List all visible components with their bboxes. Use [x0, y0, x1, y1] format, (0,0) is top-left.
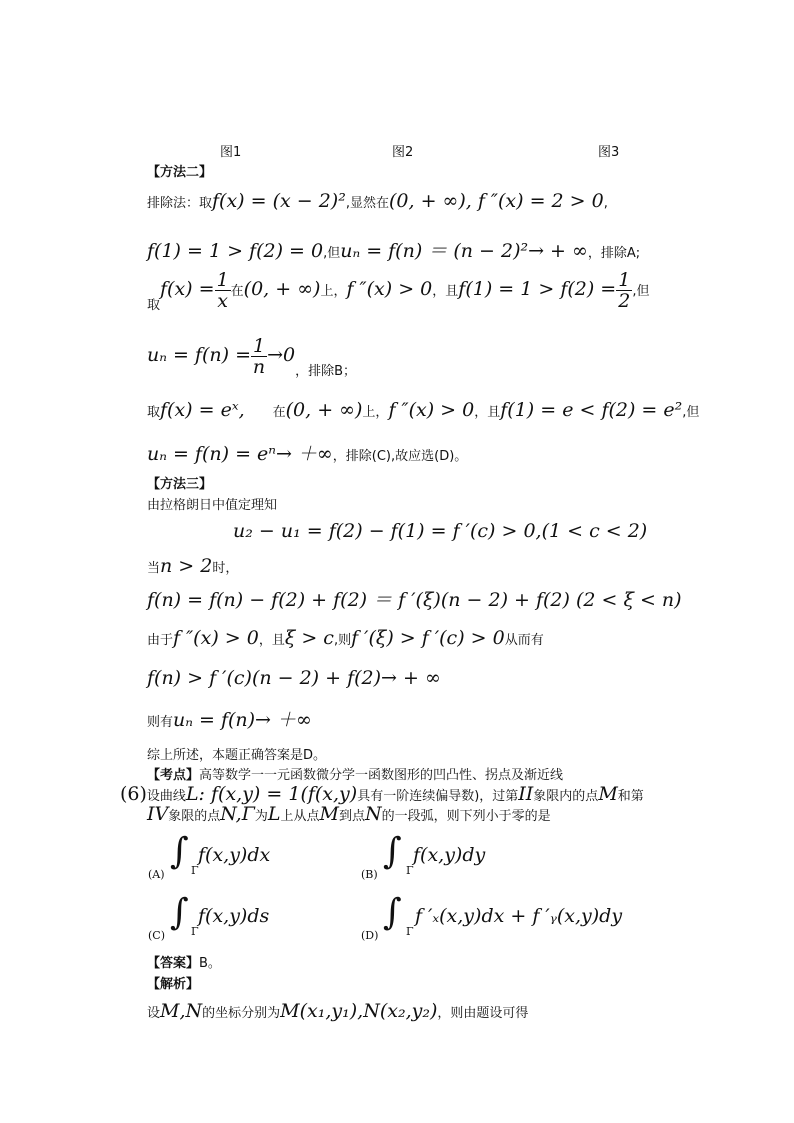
question-number: (6): [120, 783, 147, 805]
method3-equation-1: u₂ − u₁ = f(2) − f(1) = f ′(c) > 0,(1 < c < 2): [233, 520, 648, 542]
answer: [147, 952, 221, 971]
method3-line6: [147, 705, 312, 732]
method2-line1: [147, 190, 608, 212]
gamma-subscript: Γ: [406, 864, 414, 877]
text: 为: [254, 809, 268, 824]
math: f ″(x) > 0: [173, 627, 259, 649]
math: IV: [147, 803, 169, 825]
answer-label: 【答案】: [147, 956, 200, 971]
text: ，且: [432, 284, 459, 299]
option-d-label: (D): [361, 929, 379, 942]
method3-line4: [147, 627, 544, 649]
method2-line3: [147, 270, 649, 313]
method2-heading: 【方法二】: [147, 165, 213, 180]
method3-intro: 由拉格朗日中值定理知: [147, 498, 278, 513]
denominator: n: [252, 356, 266, 378]
text: 到点: [339, 809, 366, 824]
text: ，排除(C),故应选(D)。: [332, 449, 468, 464]
method3-line2: [147, 555, 238, 577]
integral-sign: ∫: [170, 892, 189, 933]
math: f(x) = eˣ,: [160, 399, 245, 421]
gamma-subscript: Γ: [406, 925, 414, 938]
text: 排除法：取: [147, 196, 213, 211]
question-6-line2: [147, 803, 551, 825]
text: 上从点: [280, 809, 320, 824]
text: ,但: [682, 405, 700, 420]
math: f(x) = (x − 2)²: [212, 190, 346, 212]
text: 和第: [617, 789, 644, 804]
math: (f(x,y): [300, 783, 358, 805]
question-6-line1: [120, 783, 644, 805]
figure-1-caption: 图1: [220, 145, 242, 160]
math: f ′(ξ) > f ′(c) > 0: [351, 627, 505, 649]
figure-2-caption: 图2: [392, 145, 414, 160]
math: M: [598, 783, 618, 805]
math: L: [267, 803, 281, 825]
text: 在: [272, 405, 286, 420]
text: ，排除A;: [587, 246, 641, 261]
numerator: 1: [618, 269, 631, 291]
math: f ″(x) > 0: [346, 278, 433, 300]
option-b-label: (B): [361, 868, 378, 881]
math: M,N: [160, 1000, 203, 1022]
method2-line4: [147, 336, 356, 379]
text: 的坐标分别为: [202, 1006, 281, 1021]
math: Γ: [241, 803, 255, 825]
method2-line2: [147, 236, 640, 263]
fraction-1-over-n: [251, 336, 267, 377]
text: 上，: [320, 284, 347, 299]
text: 具有一阶连续偏导数)，过第: [357, 789, 519, 804]
text: 设: [147, 1006, 161, 1021]
figure-3-caption: 图3: [598, 145, 620, 160]
text: 时，: [212, 561, 239, 576]
gamma-subscript: Γ: [191, 864, 199, 877]
kaodian: [147, 764, 563, 783]
option-d-text: f ′ₓ(x,y)dx + f ′ᵧ(x,y)dy: [415, 905, 623, 927]
conclusion: 综上所述，本题正确答案是D。: [147, 748, 327, 763]
math: uₙ = f(n) = eⁿ→ ＋∞: [147, 443, 333, 465]
math: L: f(x,y) = 1: [185, 783, 301, 805]
method2-line6: [147, 439, 467, 466]
text: ,但: [323, 246, 341, 261]
math: II: [518, 783, 534, 805]
math: f ″(x) > 0: [388, 399, 475, 421]
denominator: x: [217, 290, 228, 312]
gamma-subscript: Γ: [191, 925, 199, 938]
math: N: [365, 803, 382, 825]
fraction-1-over-x: [215, 270, 231, 311]
text: 取: [147, 298, 161, 313]
numerator: 1: [216, 269, 229, 291]
text: 上，: [362, 405, 389, 420]
text: ,显然在: [345, 196, 389, 211]
text: 则有: [147, 715, 174, 730]
text: ,: [603, 196, 608, 211]
text: 设曲线: [146, 789, 186, 804]
text: 象限内的点: [533, 789, 599, 804]
text: ，排除B；: [295, 364, 357, 379]
math: f(x) =: [160, 278, 215, 300]
math: uₙ = f(n) ＝ (n − 2)²→ + ∞: [340, 240, 588, 262]
text: ，且: [258, 633, 285, 648]
kaodian-label: 【考点】: [147, 768, 200, 783]
text: ，则由题设可得: [437, 1006, 529, 1021]
text: 象限的点: [168, 809, 221, 824]
math: →0: [267, 344, 296, 366]
option-c-label: (C): [148, 929, 165, 942]
math: N,: [220, 803, 242, 825]
math: (0, + ∞): [285, 399, 363, 421]
text: ,但: [632, 284, 650, 299]
method3-equation-2: f(n) = f(n) − f(2) + f(2) ＝ f ′(ξ)(n − 2) + f(2) (2 < ξ < n): [147, 589, 682, 611]
math: uₙ = f(n)→ ＋∞: [173, 709, 312, 731]
math: (0, + ∞): [243, 278, 321, 300]
integral-sign: ∫: [170, 831, 189, 872]
text: 由于: [147, 633, 174, 648]
text: 取: [147, 405, 161, 420]
math: f(1) = e < f(2) = e²: [500, 399, 683, 421]
math: n > 2: [160, 555, 213, 577]
text: ,则: [333, 633, 352, 648]
option-b-text: f(x,y)dy: [413, 844, 486, 866]
method3-equation-3: f(n) > f ′(c)(n − 2) + f(2)→ + ∞: [147, 667, 441, 689]
analysis-heading: 【解析】: [147, 977, 200, 992]
math: M: [319, 803, 340, 825]
math: ξ > c: [284, 627, 334, 649]
answer-value: B。: [199, 956, 221, 971]
math: (0, + ∞), f ″(x) = 2 > 0: [388, 190, 604, 212]
integral-sign: ∫: [383, 892, 402, 933]
fraction-1-over-2: [616, 270, 632, 311]
text: 从而有: [504, 633, 544, 648]
option-c-text: f(x,y)ds: [198, 905, 270, 927]
text: ，且: [474, 405, 501, 420]
text: 在: [230, 284, 244, 299]
option-a-text: f(x,y)dx: [198, 844, 271, 866]
math: f(1) = 1 > f(2) = 0: [147, 240, 324, 262]
option-a-label: (A): [148, 868, 165, 881]
text: 的一段弧，则下列小于零的是: [381, 809, 551, 824]
analysis-line1: [147, 1000, 528, 1022]
kaodian-text: 高等数学一一元函数微分学一函数图形的凹凸性、拐点及渐近线: [199, 768, 564, 783]
numerator: 1: [253, 335, 266, 357]
math: f(1) = 1 > f(2) =: [458, 278, 617, 300]
method3-heading: 【方法三】: [147, 477, 213, 492]
integral-sign: ∫: [383, 831, 402, 872]
text: 当: [147, 561, 161, 576]
denominator: 2: [618, 290, 631, 312]
math: uₙ = f(n) =: [147, 344, 251, 366]
method2-line5: [147, 399, 699, 421]
math: M(x₁,y₁),N(x₂,y₂): [280, 1000, 438, 1022]
